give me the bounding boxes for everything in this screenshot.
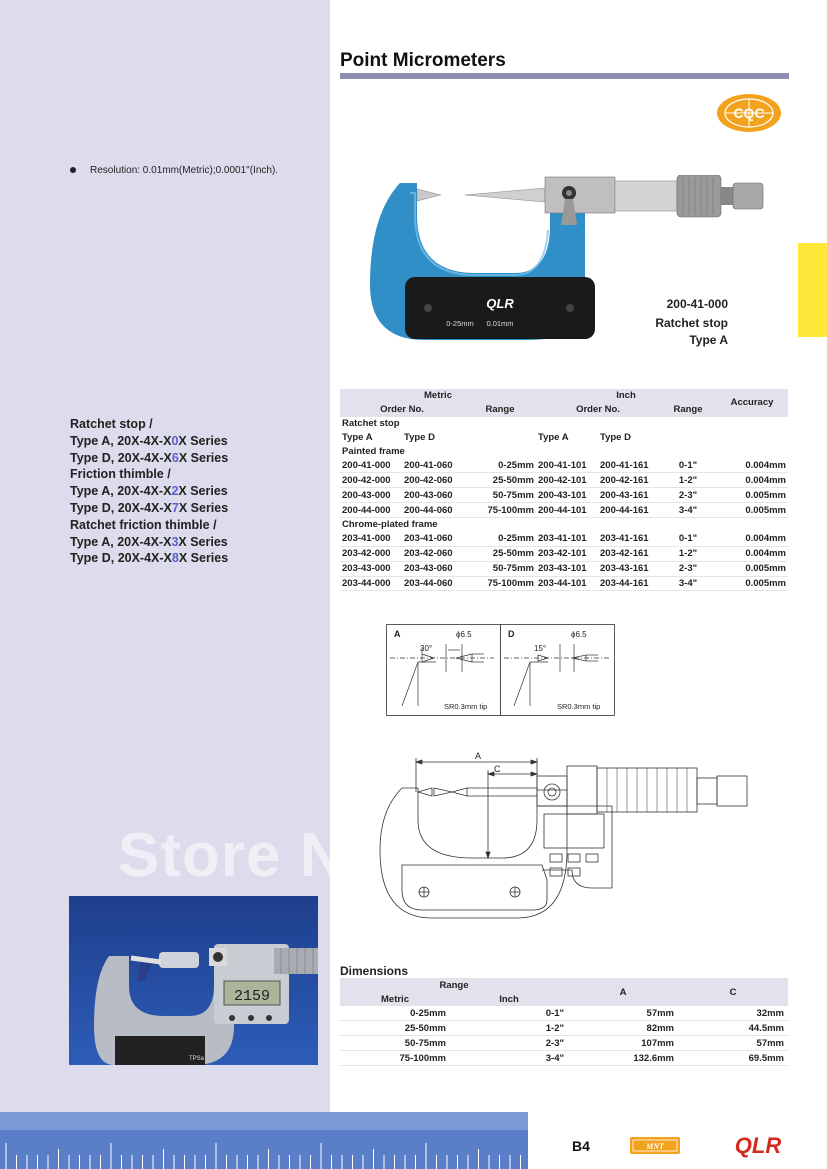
cqc-logo: [715, 92, 783, 134]
tip-label-a: A: [394, 629, 401, 639]
spec-metric-range: Range: [464, 403, 536, 417]
series-rf-d: Type D, 20X-4X-X8X Series: [70, 551, 229, 566]
section-tab: [798, 243, 827, 337]
cqc-logo-text: CQC: [733, 105, 765, 121]
tip-diagram: [386, 624, 615, 716]
table-row: 200-43-000 200-43-060 50-75mm 200-43-101 200-43-161 2-3" 0.005mm: [342, 489, 786, 501]
table-row: 50-75mm 2-3" 107mm 57mm: [340, 1036, 788, 1051]
photo-caption-model: 200-41-000: [666, 297, 728, 311]
photo-caption-ratchet: Ratchet stop: [655, 316, 728, 330]
tip-dia-a: ϕ6.5: [456, 630, 472, 639]
resolution-bullet: [70, 165, 278, 176]
series-list: [70, 416, 228, 567]
photo2-lcd: 2159: [233, 988, 271, 1005]
series-friction-head: Friction thimble /: [70, 467, 171, 482]
spec-table: [340, 389, 788, 591]
photo-plate-res: 0.01mm: [486, 319, 514, 328]
table-row: 200-44-000 200-44-060 75-100mm 200-44-101 200-44-161 3-4" 0.005mm: [342, 504, 786, 516]
photo-plate-range: 0-25mm: [446, 319, 474, 328]
tip-angle-d: 15°: [534, 644, 547, 653]
table-row: 75-100mm 3-4" 132.6mm 69.5mm: [340, 1051, 788, 1066]
dims-inch-header: Inch: [450, 992, 568, 1006]
series-friction-d: Type D, 20X-4X-X7X Series: [70, 500, 229, 515]
table-row: 203-42-000 203-42-060 25-50mm 203-42-101 203-42-161 1-2" 0.004mm: [342, 548, 786, 560]
resolution-text: Resolution: 0.01mm(Metric);0.0001"(Inch).: [90, 165, 279, 176]
dims-range-header: Range: [340, 978, 568, 992]
series-ratchet-d: Type D, 20X-4X-X6X Series: [70, 450, 229, 465]
series-rf-a: Type A, 20X-4X-X3X Series: [70, 534, 228, 549]
spec-header-row-1: [340, 389, 788, 403]
table-row: 203-43-000 203-43-060 50-75mm 203-43-101 203-43-161 2-3" 0.005mm: [342, 563, 786, 575]
dims-header-row-1: [340, 978, 788, 992]
series-ratchet-head: Ratchet stop /: [70, 417, 153, 431]
tip-label-d: D: [508, 629, 515, 639]
dimensions-table: [340, 978, 788, 1066]
spec-metric-header: Metric: [340, 389, 536, 403]
tip-sr-a: SR0.3mm tip: [444, 702, 488, 711]
spec-inch-order-no: Order No.: [536, 403, 660, 417]
table-row: 200-42-000 200-42-060 25-50mm 200-42-101 200-42-161 1-2" 0.004mm: [342, 474, 786, 486]
table-row: 0-25mm 0-1" 57mm 32mm: [340, 1006, 788, 1021]
title-rule: [340, 73, 789, 79]
table-row: 25-50mm 1-2" 82mm 44.5mm: [340, 1021, 788, 1036]
mnt-logo: [630, 1137, 680, 1154]
store-watermark: Store N: [118, 821, 346, 890]
spec-section-painted: Painted frame: [340, 445, 788, 459]
mnt-logo-text: MNT: [646, 1142, 664, 1151]
dim-label-c: C: [494, 764, 501, 774]
digital-micrometer-photo: [69, 896, 318, 1065]
dimensions-title: Dimensions: [340, 964, 409, 978]
spec-inch-header: Inch: [536, 389, 716, 403]
photo2-model: TPSa: [189, 1056, 205, 1062]
dims-a-header: A: [568, 978, 678, 1006]
qlr-logo: [723, 1131, 793, 1159]
dims-c-header: C: [678, 978, 788, 1006]
dim-label-a: A: [475, 751, 482, 761]
table-row: 203-41-000 203-41-060 0-25mm 203-41-101 203-41-161 0-1" 0.004mm: [342, 533, 786, 545]
spec-type-row: Type A Type D Type A Type D: [340, 431, 788, 445]
page-number: B4: [572, 1138, 590, 1154]
tip-angle-a: 30°: [420, 644, 433, 653]
dimension-diagram: [372, 750, 782, 920]
series-rf-head: Ratchet friction thimble /: [70, 517, 217, 532]
photo-brand: QLR: [486, 296, 514, 311]
ruler-strip: [0, 1112, 528, 1169]
spec-inch-range: Range: [660, 403, 716, 417]
spec-metric-order-no: Order No.: [340, 403, 464, 417]
photo-caption-type: Type A: [689, 333, 728, 347]
table-row: 200-41-000 200-41-060 0-25mm 200-41-101 200-41-161 0-1" 0.004mm: [342, 459, 786, 471]
series-ratchet-a: Type A, 20X-4X-X0X Series: [70, 433, 228, 448]
table-row: 203-44-000 203-44-060 75-100mm 203-44-101 203-44-161 3-4" 0.005mm: [342, 578, 786, 590]
qlr-logo-text: QLR: [734, 1133, 782, 1158]
tip-sr-d: SR0.3mm tip: [557, 702, 601, 711]
spec-accuracy-header: Accuracy: [716, 389, 788, 417]
bullet-dot: [70, 167, 76, 173]
page-title: Point Micrometers: [340, 50, 506, 71]
spec-section-ratchet: Ratchet stop: [340, 417, 788, 431]
dims-metric-header: Metric: [340, 992, 450, 1006]
tip-dia-d: ϕ6.5: [571, 630, 587, 639]
series-friction-a: Type A, 20X-4X-X2X Series: [70, 484, 228, 499]
spec-section-chrome: Chrome-plated frame: [340, 518, 788, 532]
